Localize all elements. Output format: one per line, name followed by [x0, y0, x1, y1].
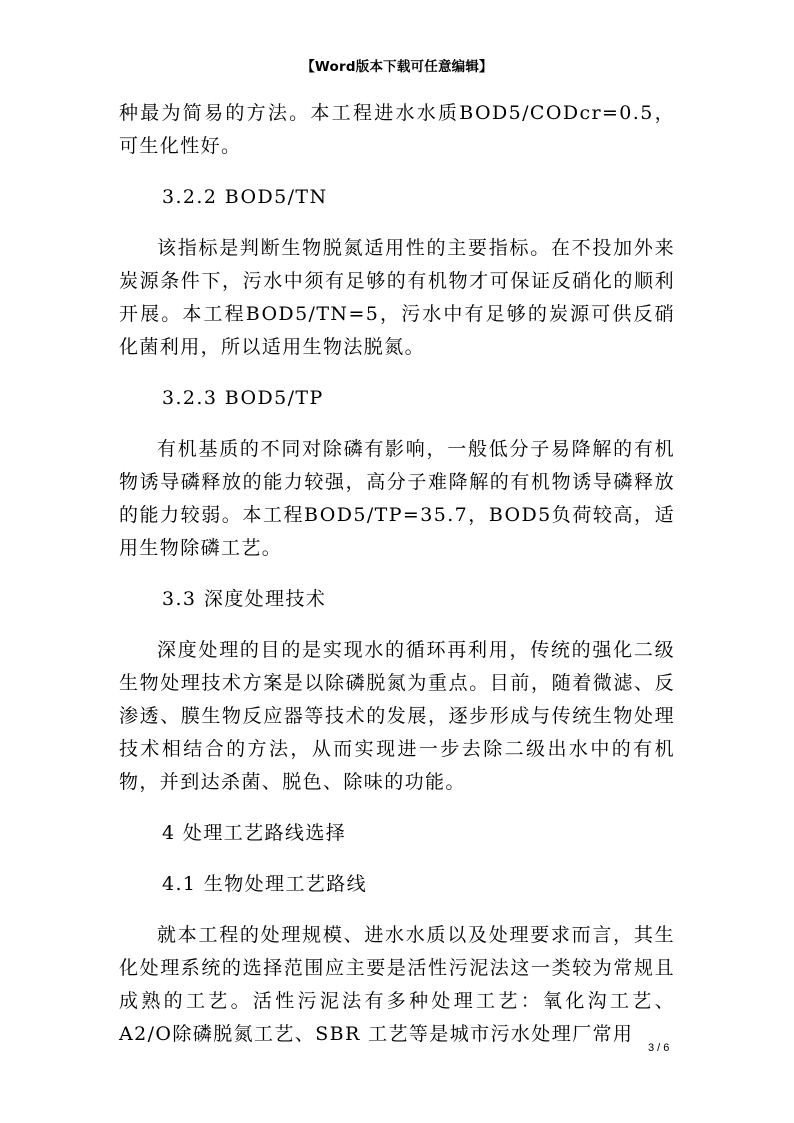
paragraph-3-2-2: 该指标是判断生物脱氮适用性的主要指标。在不投加外来炭源条件下，污水中须有足够的有机物才可保证反硝化的顺利开展。本工程BOD5/TN=5，污水中有足够的炭源可供反硝化菌利用，所以适用生物法脱氮。 [119, 237, 675, 358]
paragraph-3-3: 深度处理的目的是实现水的循环再利用，传统的强化二级生物处理技术方案是以除磷脱氮为重点。目前，随着微滤、反渗透、膜生物反应器等技术的发展，逐步形成与传统生物处理技术相结合的方法，从而实现进一步去除二级出水中的有机物，并到达杀菌、脱色、除味的功能。 [119, 639, 675, 793]
section-heading-3-2-3: 3.2.3 BOD5/TP [162, 387, 324, 409]
section-heading-4-1: 4.1 生物处理工艺路线 [162, 873, 368, 895]
paragraph-4-1: 就本工程的处理规模、进水水质以及处理要求而言，其生化处理系统的选择范围应主要是活性污泥法这一类较为常规且成熟的工艺。活性污泥法有多种处理工艺：氧化沟工艺、A2/O除磷脱氮工艺、SBR 工艺等是城市污水处理厂常用 [119, 924, 675, 1045]
paragraph-intro: 种最为简易的方法。本工程进水水质BOD5/CODcr=0.5，可生化性好。 [119, 102, 675, 157]
section-heading-4: 4 处理工艺路线选择 [162, 822, 347, 844]
document-header: 【Word版本下载可任意编辑】 [301, 59, 493, 75]
paragraph-3-2-3: 有机基质的不同对除磷有影响，一般低分子易降解的有机物诱导磷释放的能力较强，高分子难降解的有机物诱导磷释放的能力较弱。本工程BOD5/TP=35.7，BOD5负荷较高，适用生物除磷工艺。 [119, 438, 675, 559]
document-body [119, 97, 675, 1069]
section-heading-3-2-2: 3.2.2 BOD5/TN [162, 186, 328, 208]
page-number: 3 / 6 [648, 1042, 670, 1054]
section-heading-3-3: 3.3 深度处理技术 [162, 588, 327, 610]
